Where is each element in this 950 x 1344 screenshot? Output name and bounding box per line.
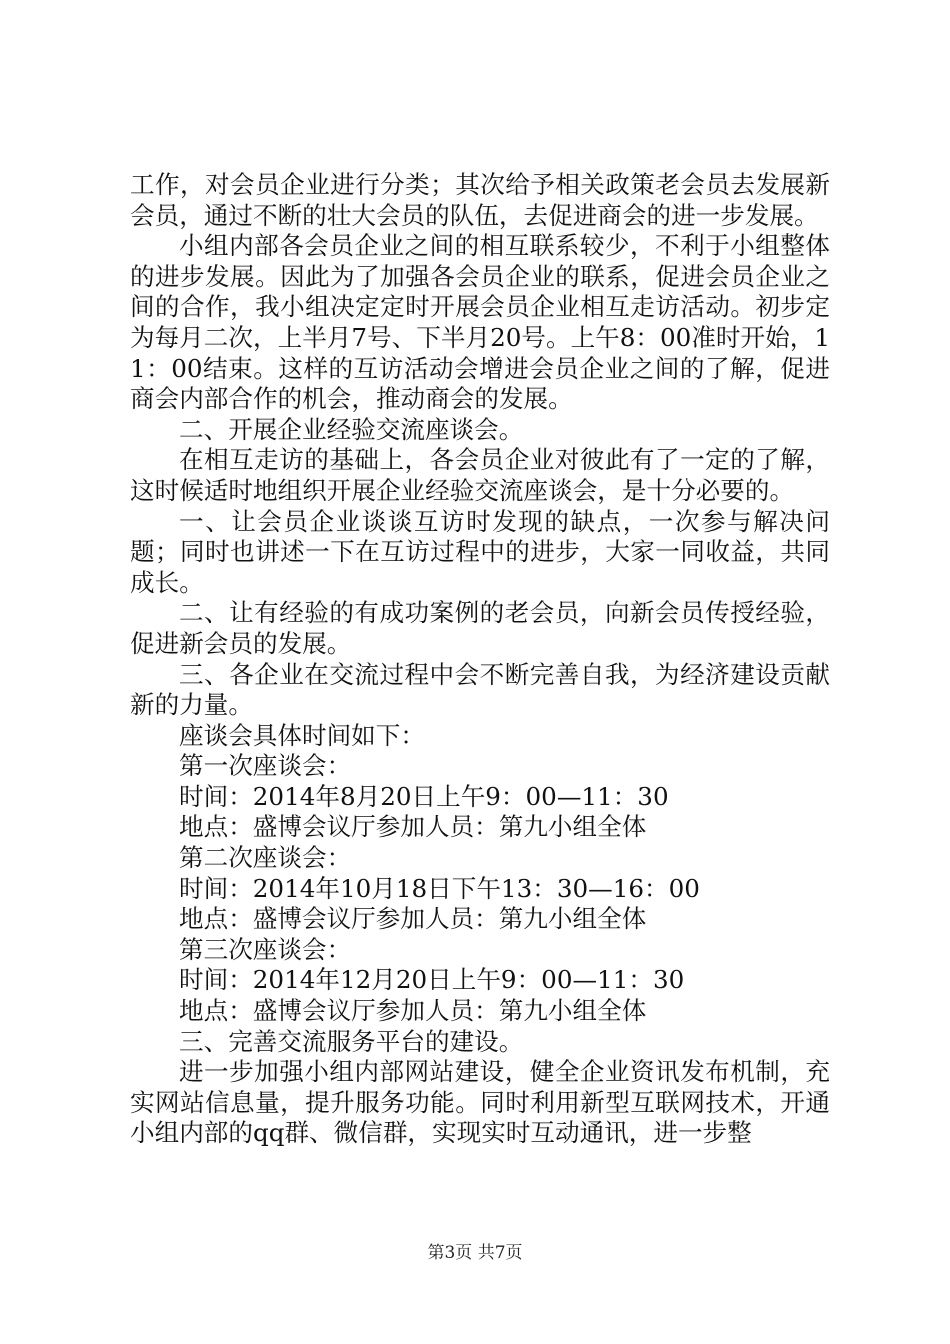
symposium-1-title: 第一次座谈会：	[179, 751, 352, 781]
symposium-2-title: 第二次座谈会：	[179, 843, 352, 873]
symposium-2-place: 地点：盛博会议厅参加人员：第九小组全体	[179, 904, 647, 934]
symposium-2-time: 时间：2014年10月18日下午13：30—16：00	[179, 873, 700, 903]
paragraph-symposium-intro: 在相互走访的基础上，各会员企业对彼此有了一定的了解，这时候适时地组织开展企业经验交流座谈会，是十分必要的。	[130, 445, 830, 505]
list-item-3: 三、各企业在交流过程中会不断完善自我，为经济建设贡献新的力量。	[130, 659, 830, 720]
list-item-2: 二、让有经验的有成功案例的老会员，向新会员传授经验，促进新会员的发展。	[130, 598, 830, 658]
symposium-3-place: 地点：盛博会议厅参加人员：第九小组全体	[179, 996, 647, 1026]
paragraph-mutual-visits: 小组内部各会员企业之间的相互联系较少，不利于小组整体的进步发展。因此为了加强各会员企业的联系，促进会员企业之间的合作，我小组决定定时开展会员企业相互走访活动。初步定为每月二次，上半月7号、下半月20号。上午8：00准时开始，11：00结束。这样的互访活动会增进会员企业之间的了解，促进商会内部合作的机会，推动商会的发展。	[130, 231, 830, 414]
section-heading-2: 二、开展企业经验交流座谈会。	[179, 414, 524, 444]
paragraph-continuation: 工作，对会员企业进行分类；其次给予相关政策老会员去发展新会员，通过不断的壮大会员的队伍，去促进商会的进一步发展。	[130, 170, 830, 230]
section-heading-3: 三、完善交流服务平台的建设。	[179, 1026, 524, 1056]
symposium-3-time: 时间：2014年12月20日上午9：00—11：30	[179, 965, 685, 995]
list-item-1: 一、让会员企业谈谈互访时发现的缺点，一次参与解决问题；同时也讲述一下在互访过程中的进步，大家一同收益，共同成长。	[130, 506, 830, 597]
symposium-3-title: 第三次座谈会：	[179, 934, 352, 964]
paragraph-platform: 进一步加强小组内部网站建设，健全企业资讯发布机制，充实网站信息量，提升服务功能。同时利用新型互联网技术，开通小组内部的qq群、微信群，实现实时互动通讯，进一步整	[130, 1057, 830, 1148]
page-number-label: 第3页 共7页	[427, 1243, 523, 1263]
page-footer	[0, 1242, 950, 1264]
schedule-heading: 座谈会具体时间如下：	[179, 720, 425, 750]
document-body	[130, 170, 830, 1149]
symposium-1-time: 时间：2014年8月20日上午9：00—11：30	[179, 781, 669, 811]
symposium-1-place: 地点：盛博会议厅参加人员：第九小组全体	[179, 812, 647, 842]
